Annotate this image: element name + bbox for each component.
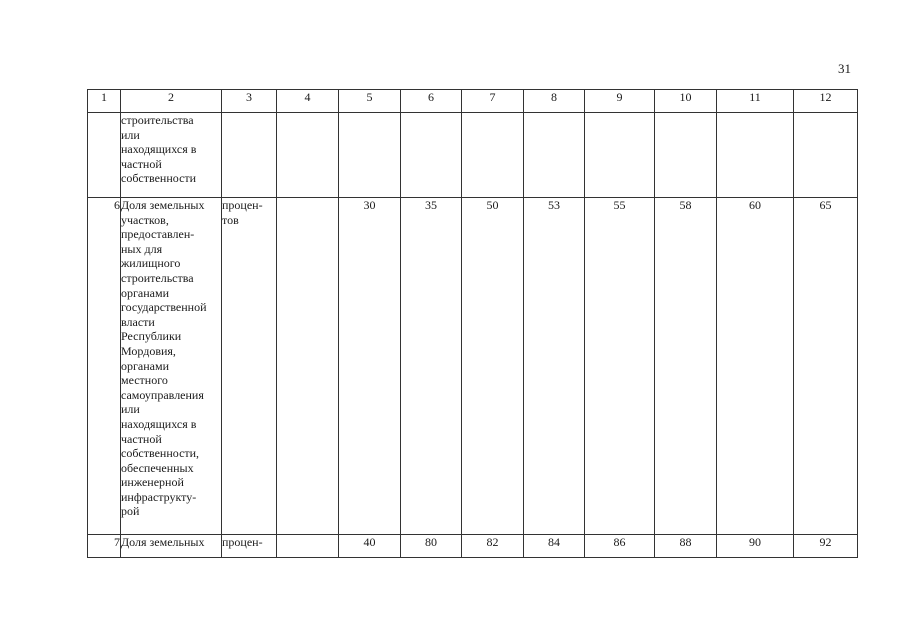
description-line: или: [121, 127, 140, 142]
value-cell: 80: [401, 535, 462, 558]
description-line: собственности: [121, 171, 197, 186]
description-line: предоставлен-: [121, 227, 195, 242]
description-line: органами: [121, 358, 170, 373]
header-cell: 4: [277, 90, 339, 113]
value-cell: [655, 113, 717, 198]
header-row: [88, 90, 858, 113]
description-line: или: [121, 402, 140, 417]
value-cell: [794, 113, 858, 198]
header-cell: 7: [462, 90, 524, 113]
value-cell: 35: [401, 198, 462, 535]
unit-line: процен-: [222, 535, 263, 549]
value-cell: 84: [524, 535, 585, 558]
row-number: 6: [88, 198, 121, 535]
description-line: органами: [121, 285, 170, 300]
header-cell: 3: [222, 90, 277, 113]
value-cell: [277, 535, 339, 558]
value-cell: [585, 113, 655, 198]
value-cell: 86: [585, 535, 655, 558]
description-line: строительства: [121, 270, 194, 285]
table-row: [88, 535, 858, 558]
value-cell: [339, 113, 401, 198]
indicator-description: [121, 198, 222, 535]
page-number: 31: [838, 61, 851, 76]
description-line: частной: [121, 431, 162, 446]
unit-cell: [222, 113, 277, 198]
value-cell: 30: [339, 198, 401, 535]
header-cell: 11: [717, 90, 794, 113]
unit-line: тов: [222, 212, 239, 227]
value-cell: 60: [717, 198, 794, 535]
value-cell: 40: [339, 535, 401, 558]
value-cell: [277, 198, 339, 535]
description-line: жилищного: [121, 256, 181, 271]
value-cell: 55: [585, 198, 655, 535]
table-row: [88, 113, 858, 198]
description-line: Доля земельных: [121, 198, 205, 212]
description-line: местного: [121, 373, 168, 388]
unit-line: процен-: [222, 198, 263, 212]
indicators-table: [87, 89, 858, 558]
description-line: Республики: [121, 329, 182, 344]
value-cell: [462, 113, 524, 198]
description-line: инфраструкту-: [121, 489, 197, 504]
unit-cell: [222, 535, 277, 558]
description-line: находящихся в: [121, 416, 197, 431]
value-cell: [277, 113, 339, 198]
value-cell: 65: [794, 198, 858, 535]
header-cell: 2: [121, 90, 222, 113]
description-line: самоуправления: [121, 387, 204, 402]
description-line: власти: [121, 314, 155, 329]
value-cell: 88: [655, 535, 717, 558]
value-cell: [401, 113, 462, 198]
header-cell: 10: [655, 90, 717, 113]
value-cell: [524, 113, 585, 198]
description-line: находящихся в: [121, 142, 197, 157]
value-cell: 50: [462, 198, 524, 535]
value-cell: 82: [462, 535, 524, 558]
indicator-description: [121, 113, 222, 198]
description-line: инженерной: [121, 475, 184, 490]
value-cell: 53: [524, 198, 585, 535]
unit-cell: [222, 198, 277, 535]
value-cell: 58: [655, 198, 717, 535]
indicator-description: [121, 535, 222, 558]
description-line: государственной: [121, 300, 207, 315]
value-cell: 92: [794, 535, 858, 558]
description-line: частной: [121, 156, 162, 171]
description-line: строительства: [121, 113, 194, 127]
description-line: Мордовия,: [121, 343, 176, 358]
description-line: рой: [121, 504, 140, 519]
row-number: 7: [88, 535, 121, 558]
description-line: Доля земельных: [121, 535, 205, 549]
header-cell: 6: [401, 90, 462, 113]
table-row: [88, 198, 858, 535]
description-line: обеспеченных: [121, 460, 194, 475]
header-cell: 1: [88, 90, 121, 113]
header-cell: 8: [524, 90, 585, 113]
value-cell: [717, 113, 794, 198]
description-line: ных для: [121, 241, 163, 256]
header-cell: 9: [585, 90, 655, 113]
description-line: участков,: [121, 212, 169, 227]
description-line: собственности,: [121, 446, 200, 461]
value-cell: 90: [717, 535, 794, 558]
header-cell: 5: [339, 90, 401, 113]
row-number: [88, 113, 121, 198]
header-cell: 12: [794, 90, 858, 113]
